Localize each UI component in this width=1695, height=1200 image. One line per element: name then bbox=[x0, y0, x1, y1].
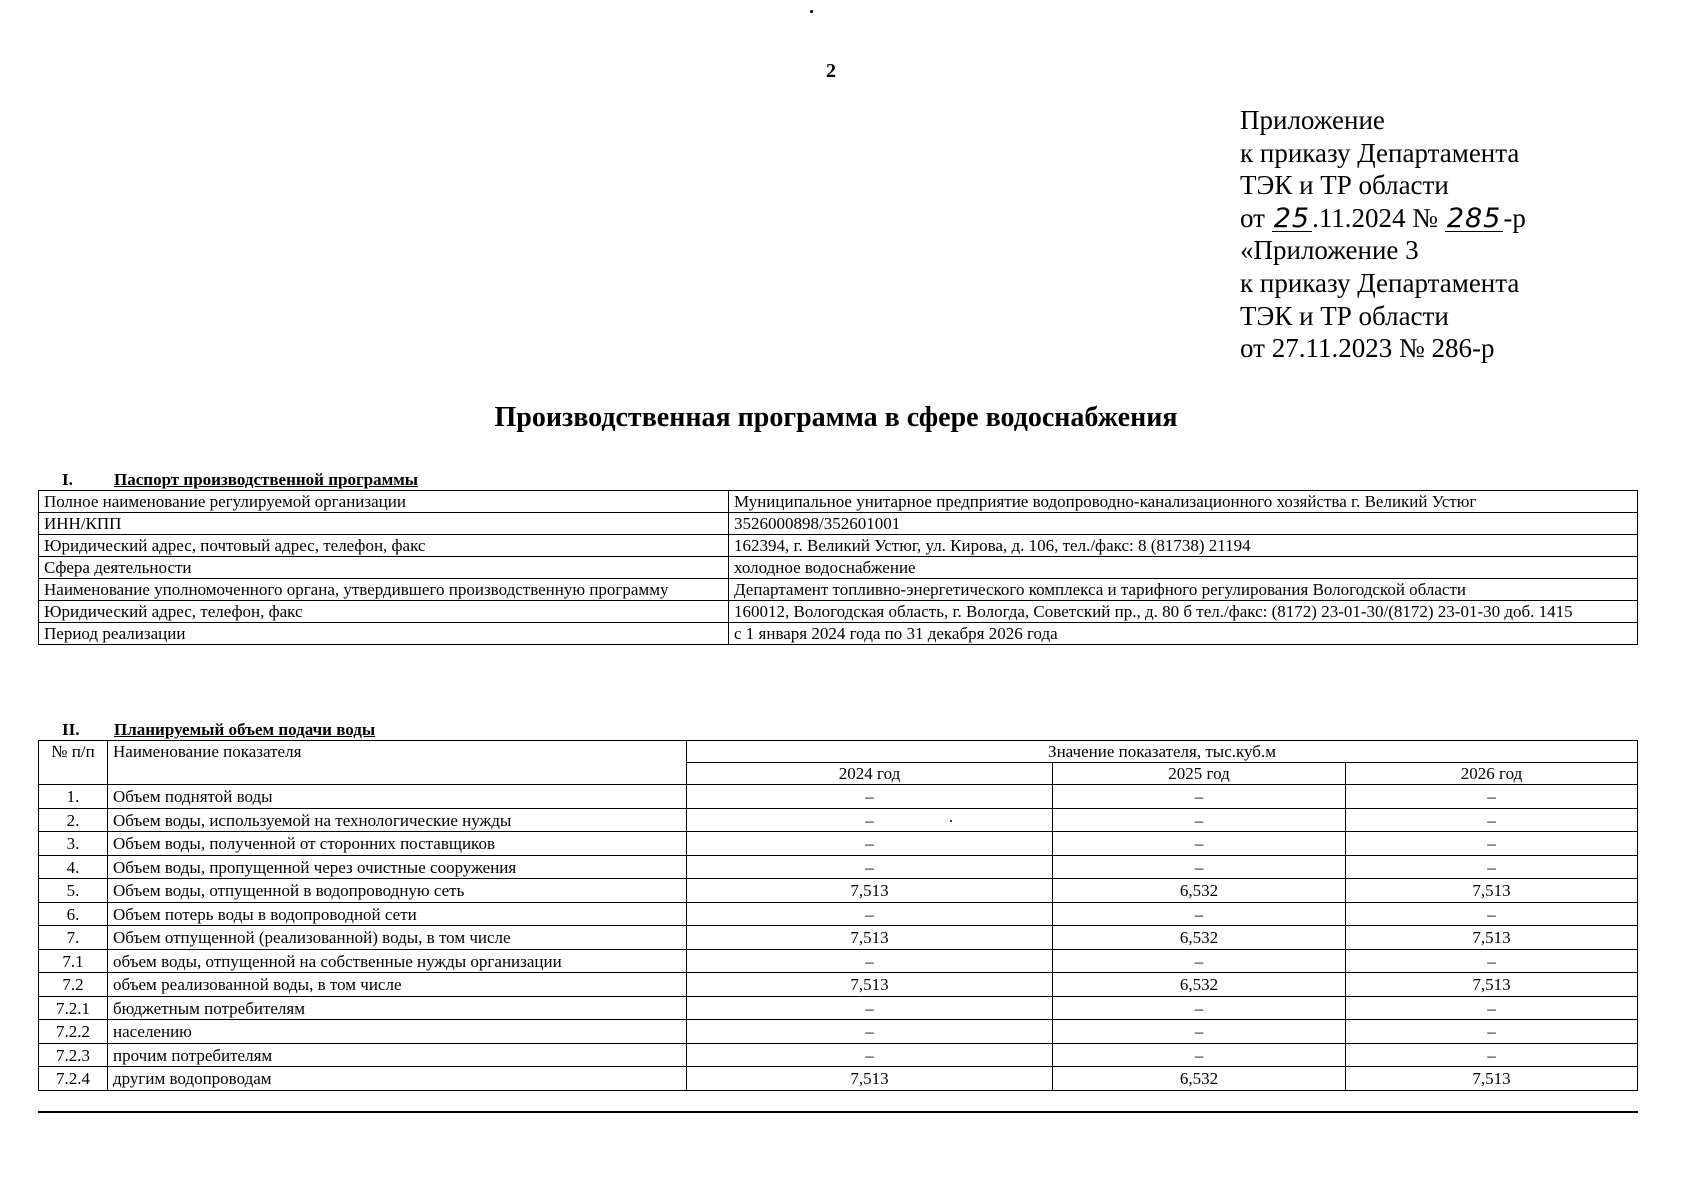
table-row bbox=[39, 535, 1638, 557]
indicator-value: 7,513 bbox=[687, 926, 1053, 950]
passport-field-label: Полное наименование регулируемой организации bbox=[39, 491, 729, 513]
table-row bbox=[39, 855, 1638, 879]
annex-date-suffix: -р bbox=[1503, 202, 1526, 233]
table-row bbox=[39, 902, 1638, 926]
passport-field-value: Департамент топливно-энергетического комплекса и тарифного регулирования Вологодской области bbox=[729, 579, 1638, 601]
indicator-value: – bbox=[687, 1043, 1053, 1067]
indicator-name: Объем потерь воды в водопроводной сети bbox=[108, 902, 687, 926]
row-number: 7.1 bbox=[39, 949, 108, 973]
passport-field-value: Муниципальное унитарное предприятие водопроводно-канализационного хозяйства г. Великий Устюг bbox=[729, 491, 1638, 513]
indicator-value: – bbox=[687, 855, 1053, 879]
column-header-value: Значение показателя, тыс.куб.м bbox=[687, 741, 1638, 763]
table-row bbox=[39, 808, 1638, 832]
table-row bbox=[39, 926, 1638, 950]
row-number: 7.2.2 bbox=[39, 1020, 108, 1044]
water-volume-table bbox=[38, 740, 1638, 1091]
passport-field-value: 162394, г. Великий Устюг, ул. Кирова, д. 106, тел./факс: 8 (81738) 21194 bbox=[729, 535, 1638, 557]
passport-field-label: ИНН/КПП bbox=[39, 513, 729, 535]
page-number: 2 bbox=[826, 60, 836, 82]
table-row bbox=[39, 491, 1638, 513]
indicator-value: – bbox=[1053, 1020, 1346, 1044]
indicator-value: – bbox=[687, 785, 1053, 809]
table-row bbox=[39, 1043, 1638, 1067]
indicator-value: – bbox=[687, 832, 1053, 856]
passport-field-label: Юридический адрес, телефон, факс bbox=[39, 601, 729, 623]
table-row bbox=[39, 601, 1638, 623]
indicator-value: – bbox=[1346, 832, 1638, 856]
indicator-name: Объем воды, полученной от сторонних поставщиков bbox=[108, 832, 687, 856]
indicator-value: – bbox=[1053, 949, 1346, 973]
row-number: 7.2.3 bbox=[39, 1043, 108, 1067]
annex-line: Приложение bbox=[1240, 105, 1385, 135]
annex-block bbox=[1240, 104, 1526, 365]
table-row bbox=[39, 973, 1638, 997]
annex-line: к приказу Департамента bbox=[1240, 137, 1520, 168]
indicator-name: Объем поднятой воды bbox=[108, 785, 687, 809]
indicator-name: объем воды, отпущенной на собственные нужды организации bbox=[108, 949, 687, 973]
indicator-value: – bbox=[1346, 808, 1638, 832]
passport-field-label: Период реализации bbox=[39, 623, 729, 645]
indicator-value: – bbox=[1053, 855, 1346, 879]
indicator-value: 7,513 bbox=[1346, 1067, 1638, 1091]
section-number: I. bbox=[62, 470, 73, 489]
indicator-name: бюджетным потребителям bbox=[108, 996, 687, 1020]
indicator-value: 7,513 bbox=[687, 1067, 1053, 1091]
indicator-name: Объем воды, отпущенной в водопроводную сеть bbox=[108, 879, 687, 903]
section-number: II. bbox=[62, 720, 80, 739]
indicator-name: Объем воды, используемой на технологические нужды bbox=[108, 808, 687, 832]
indicator-value: – bbox=[1053, 996, 1346, 1020]
table-row bbox=[39, 949, 1638, 973]
indicator-value: – bbox=[1346, 1020, 1638, 1044]
table-row bbox=[39, 785, 1638, 809]
row-number: 1. bbox=[39, 785, 108, 809]
passport-field-value: 3526000898/352601001 bbox=[729, 513, 1638, 535]
indicator-value: 7,513 bbox=[687, 973, 1053, 997]
row-number: 7. bbox=[39, 926, 108, 950]
section-title: Планируемый объем подачи воды bbox=[114, 720, 376, 739]
indicator-value: – bbox=[1346, 855, 1638, 879]
passport-field-value: холодное водоснабжение bbox=[729, 557, 1638, 579]
table-row bbox=[39, 1067, 1638, 1091]
passport-table bbox=[38, 490, 1638, 645]
indicator-value: 7,513 bbox=[1346, 879, 1638, 903]
indicator-value: – bbox=[1346, 1043, 1638, 1067]
passport-field-label: Юридический адрес, почтовый адрес, телефон, факс bbox=[39, 535, 729, 557]
passport-field-label: Наименование уполномоченного органа, утвердившего производственную программу bbox=[39, 579, 729, 601]
table-row bbox=[39, 623, 1638, 645]
handwritten-order-number: 285 bbox=[1446, 202, 1502, 234]
indicator-value: 7,513 bbox=[1346, 926, 1638, 950]
indicator-value: – bbox=[1053, 785, 1346, 809]
annex-date-line bbox=[1240, 202, 1526, 235]
column-header-year: 2024 год bbox=[687, 763, 1053, 785]
indicator-value: – bbox=[1053, 902, 1346, 926]
table-row bbox=[39, 879, 1638, 903]
annex-line: к приказу Департамента bbox=[1240, 267, 1520, 298]
indicator-value: – bbox=[687, 808, 1053, 832]
indicator-value: – bbox=[687, 949, 1053, 973]
indicator-value: – bbox=[687, 1020, 1053, 1044]
indicator-value: – bbox=[1346, 902, 1638, 926]
table-row bbox=[39, 557, 1638, 579]
indicator-name: Объем воды, пропущенной через очистные сооружения bbox=[108, 855, 687, 879]
indicator-value: 6,532 bbox=[1053, 1067, 1346, 1091]
indicator-value: 6,532 bbox=[1053, 973, 1346, 997]
scan-speck bbox=[810, 10, 813, 13]
annex-line: ТЭК и ТР области bbox=[1240, 300, 1449, 331]
table-row bbox=[39, 832, 1638, 856]
row-number: 5. bbox=[39, 879, 108, 903]
section-heading-passport bbox=[62, 470, 418, 490]
column-header-indicator: Наименование показателя bbox=[108, 741, 687, 785]
indicator-name: другим водопроводам bbox=[108, 1067, 687, 1091]
indicator-value: 7,513 bbox=[687, 879, 1053, 903]
section-title: Паспорт производственной программы bbox=[114, 470, 419, 489]
indicator-name: населению bbox=[108, 1020, 687, 1044]
indicator-value: – bbox=[687, 996, 1053, 1020]
row-number: 2. bbox=[39, 808, 108, 832]
passport-field-label: Сфера деятельности bbox=[39, 557, 729, 579]
indicator-name: объем реализованной воды, в том числе bbox=[108, 973, 687, 997]
column-header-year: 2025 год bbox=[1053, 763, 1346, 785]
annex-date-prefix: от bbox=[1240, 202, 1272, 233]
indicator-value: – bbox=[1053, 808, 1346, 832]
annex-line: от 27.11.2023 № 286-р bbox=[1240, 333, 1495, 364]
column-header-number: № п/п bbox=[39, 741, 108, 785]
table-row bbox=[39, 996, 1638, 1020]
indicator-value: – bbox=[1346, 996, 1638, 1020]
section-heading-volume bbox=[62, 720, 375, 740]
annex-date-middle: .11.2024 № bbox=[1312, 202, 1445, 233]
row-number: 6. bbox=[39, 902, 108, 926]
column-header-year: 2026 год bbox=[1346, 763, 1638, 785]
handwritten-day: 25 bbox=[1273, 202, 1311, 234]
row-number: 4. bbox=[39, 855, 108, 879]
row-number: 7.2 bbox=[39, 973, 108, 997]
row-number: 3. bbox=[39, 832, 108, 856]
table-row bbox=[39, 513, 1638, 535]
indicator-value: 6,532 bbox=[1053, 879, 1346, 903]
passport-field-value: 160012, Вологодская область, г. Вологда, Советский пр., д. 80 б тел./факс: (8172) 23-01-30/(8172) 23-01-30 доб. 1415 bbox=[729, 601, 1638, 623]
indicator-value: – bbox=[1053, 832, 1346, 856]
indicator-value: – bbox=[1346, 949, 1638, 973]
indicator-value: 7,513 bbox=[1346, 973, 1638, 997]
indicator-value: – bbox=[687, 902, 1053, 926]
row-number: 7.2.1 bbox=[39, 996, 108, 1020]
indicator-value: 6,532 bbox=[1053, 926, 1346, 950]
bottom-divider bbox=[38, 1111, 1638, 1113]
indicator-name: прочим потребителям bbox=[108, 1043, 687, 1067]
passport-field-value: с 1 января 2024 года по 31 декабря 2026 года bbox=[729, 623, 1638, 645]
document-title: Производственная программа в сфере водоснабжения bbox=[494, 402, 1178, 433]
indicator-value: – bbox=[1053, 1043, 1346, 1067]
indicator-value: – bbox=[1346, 785, 1638, 809]
indicator-name: Объем отпущенной (реализованной) воды, в том числе bbox=[108, 926, 687, 950]
row-number: 7.2.4 bbox=[39, 1067, 108, 1091]
table-header-row bbox=[39, 741, 1638, 763]
annex-line: ТЭК и ТР области bbox=[1240, 170, 1449, 201]
annex-line: «Приложение 3 bbox=[1240, 235, 1419, 266]
table-row bbox=[39, 1020, 1638, 1044]
table-row bbox=[39, 579, 1638, 601]
